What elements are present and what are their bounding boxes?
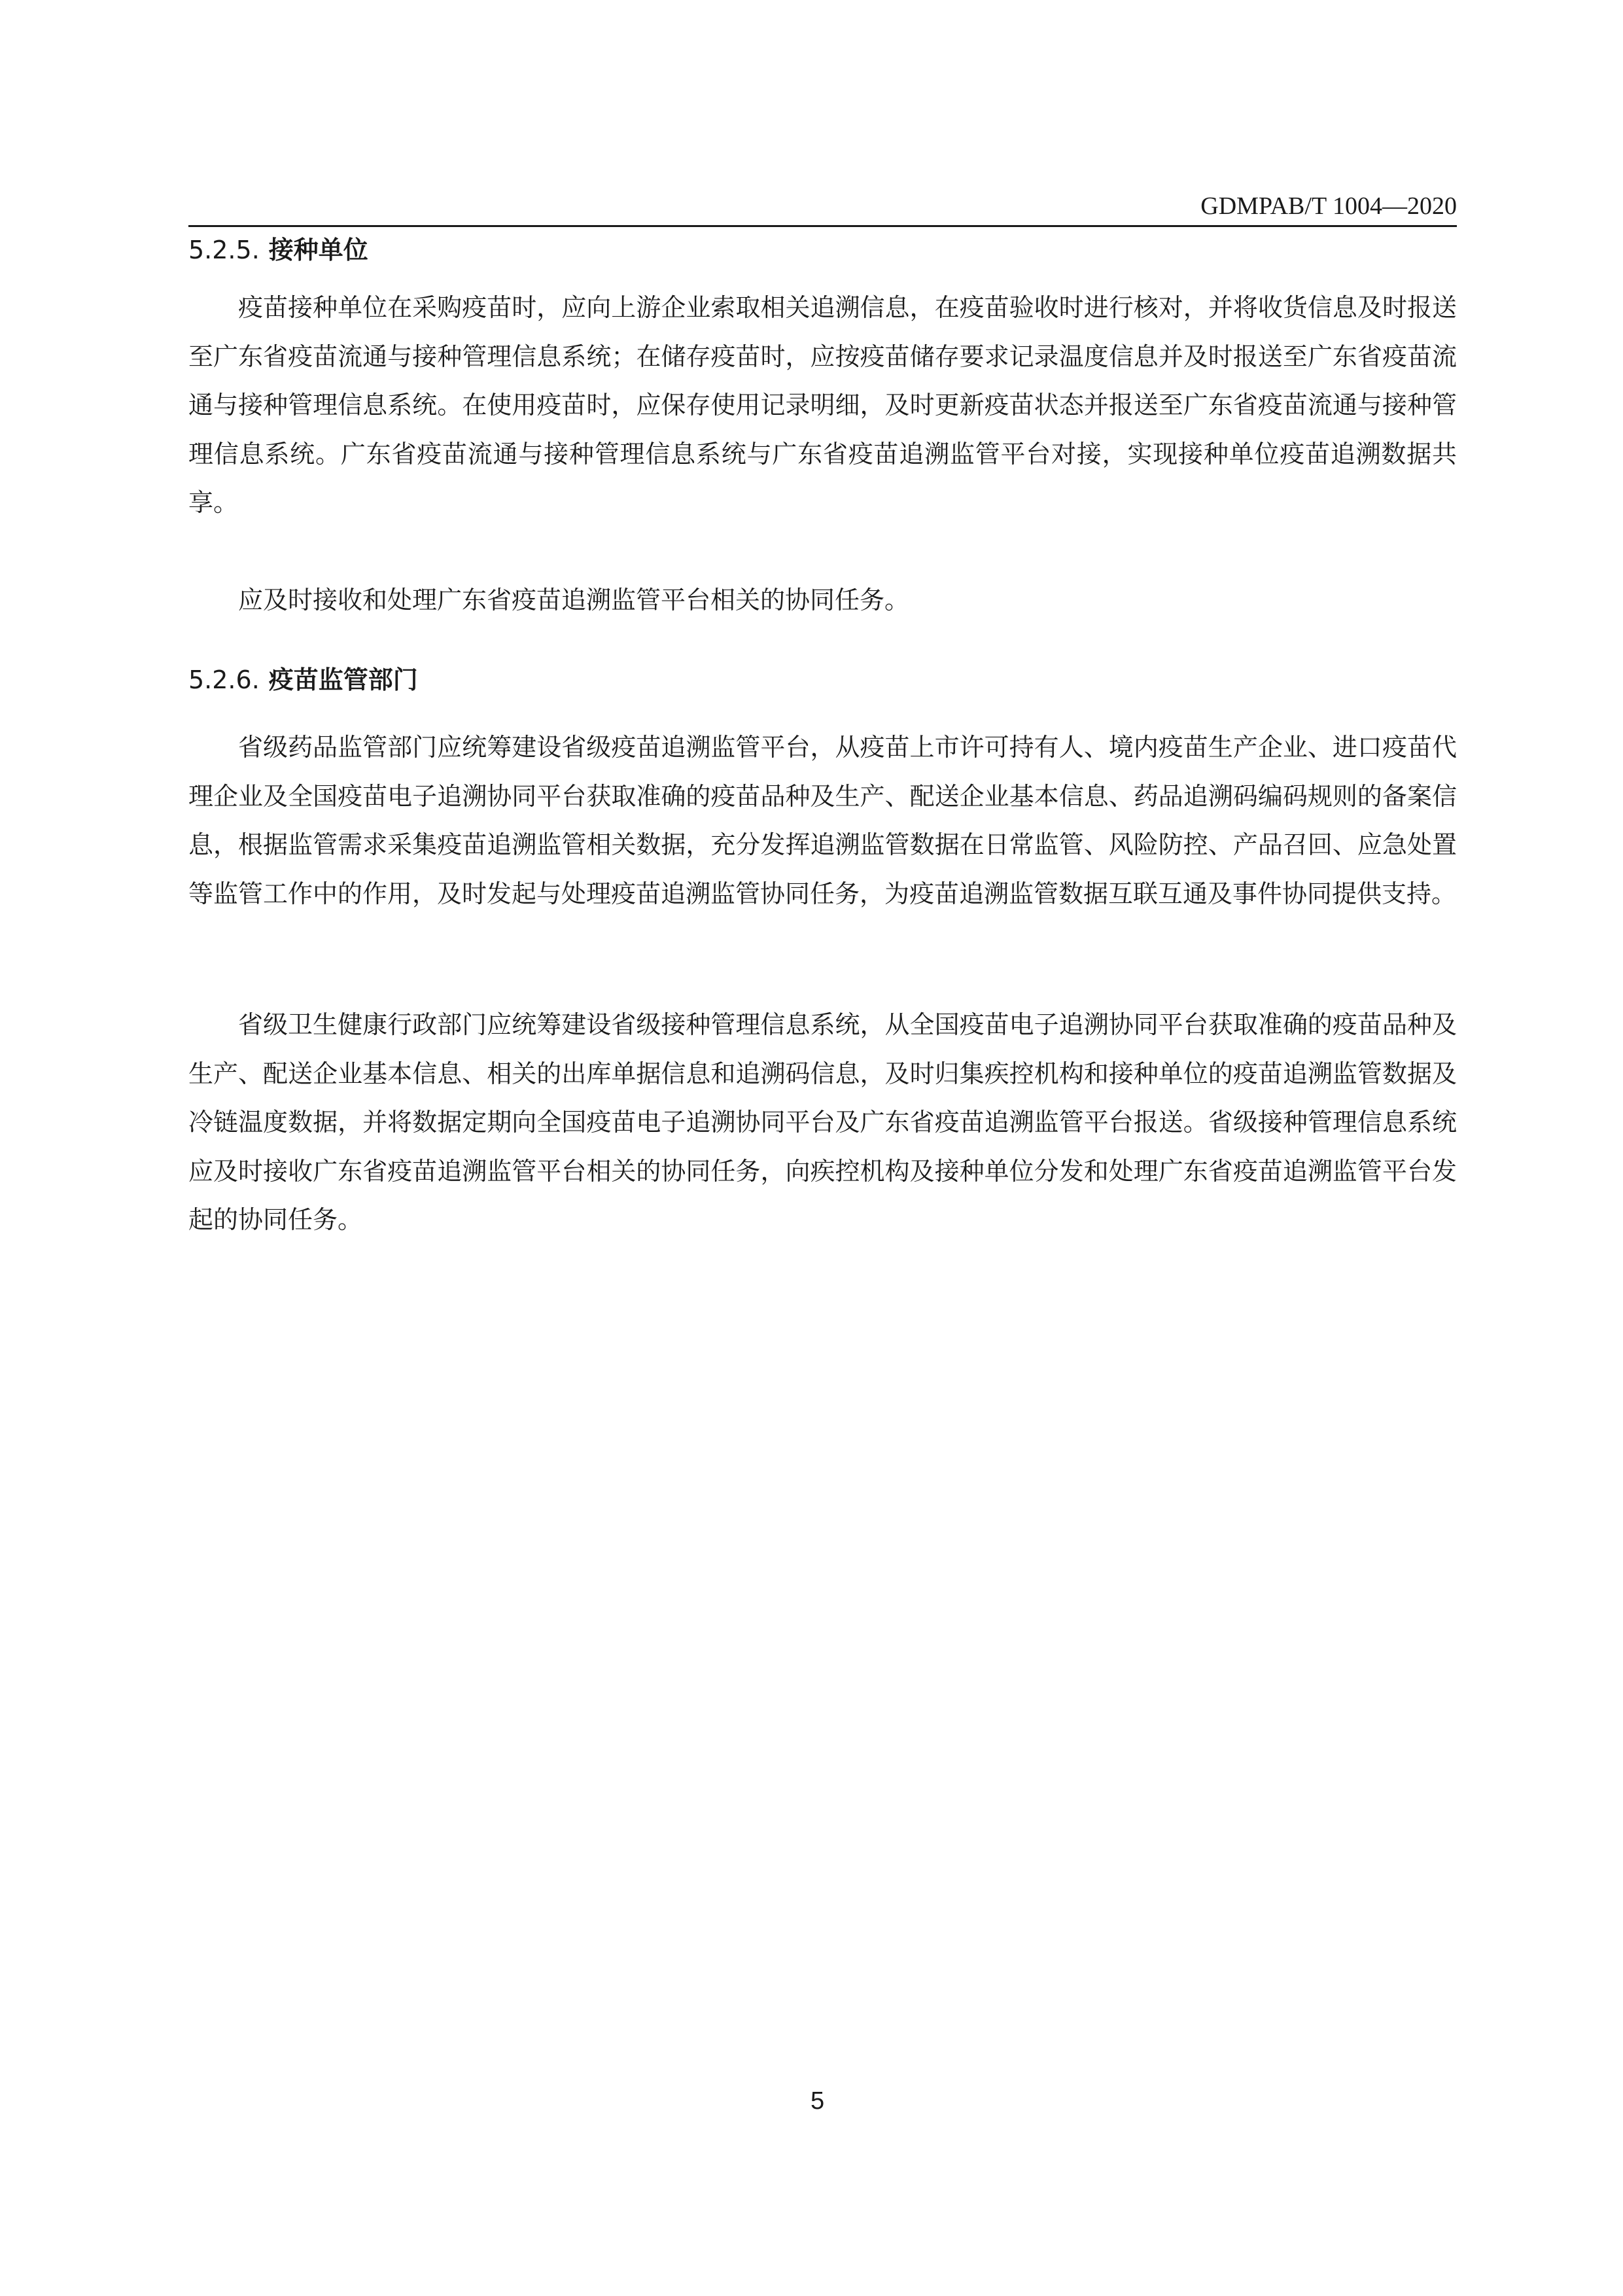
section-heading-5-2-6: [188, 663, 418, 696]
paragraph-5-2-5-2: 应及时接收和处理广东省疫苗追溯监管平台相关的协同任务。: [238, 586, 910, 614]
section-number: 5.2.5.: [188, 236, 260, 264]
section-heading-5-2-5: [188, 234, 368, 266]
section-title: 疫苗监管部门: [268, 665, 418, 694]
paragraph-5-2-6-1: 省级药品监管部门应统筹建设省级疫苗追溯监管平台，从疫苗上市许可持有人、境内疫苗生产企业、进口疫苗代理企业及全国疫苗电子追溯协同平台获取准确的疫苗品种及生产、配送企业基本信息、药品追溯码编码规则的备案信息，根据监管需求采集疫苗追溯监管相关数据，充分发挥追溯监管数据在日常监管、风险防控、产品召回、应急处置等监管工作中的作用，及时发起与处理疫苗追溯监管协同任务，为疫苗追溯监管数据互联互通及事件协同提供支持。: [188, 733, 1457, 908]
section-title: 接种单位: [268, 236, 368, 264]
paragraph-5-2-6-2: 省级卫生健康行政部门应统筹建设省级接种管理信息系统，从全国疫苗电子追溯协同平台获取准确的疫苗品种及生产、配送企业基本信息、相关的出库单据信息和追溯码信息，及时归集疾控机构和接种单位的疫苗追溯监管数据及冷链温度数据，并将数据定期向全国疫苗电子追溯协同平台及广东省疫苗追溯监管平台报送。省级接种管理信息系统应及时接收广东省疫苗追溯监管平台相关的协同任务，向疾控机构及接种单位分发和处理广东省疫苗追溯监管平台发起的协同任务。: [188, 1010, 1457, 1234]
header-rule: [188, 225, 1457, 227]
standard-code-header: GDMPAB/T 1004—2020: [1200, 192, 1457, 220]
paragraph-5-2-5-1: 疫苗接种单位在采购疫苗时，应向上游企业索取相关追溯信息，在疫苗验收时进行核对，并将收货信息及时报送至广东省疫苗流通与接种管理信息系统；在储存疫苗时，应按疫苗储存要求记录温度信息并及时报送至广东省疫苗流通与接种管理信息系统。在使用疫苗时，应保存使用记录明细，及时更新疫苗状态并报送至广东省疫苗流通与接种管理信息系统。广东省疫苗流通与接种管理信息系统与广东省疫苗追溯监管平台对接，实现接种单位疫苗追溯数据共享。: [188, 293, 1457, 517]
page-number: 5: [811, 2087, 825, 2115]
section-number: 5.2.6.: [188, 665, 260, 694]
